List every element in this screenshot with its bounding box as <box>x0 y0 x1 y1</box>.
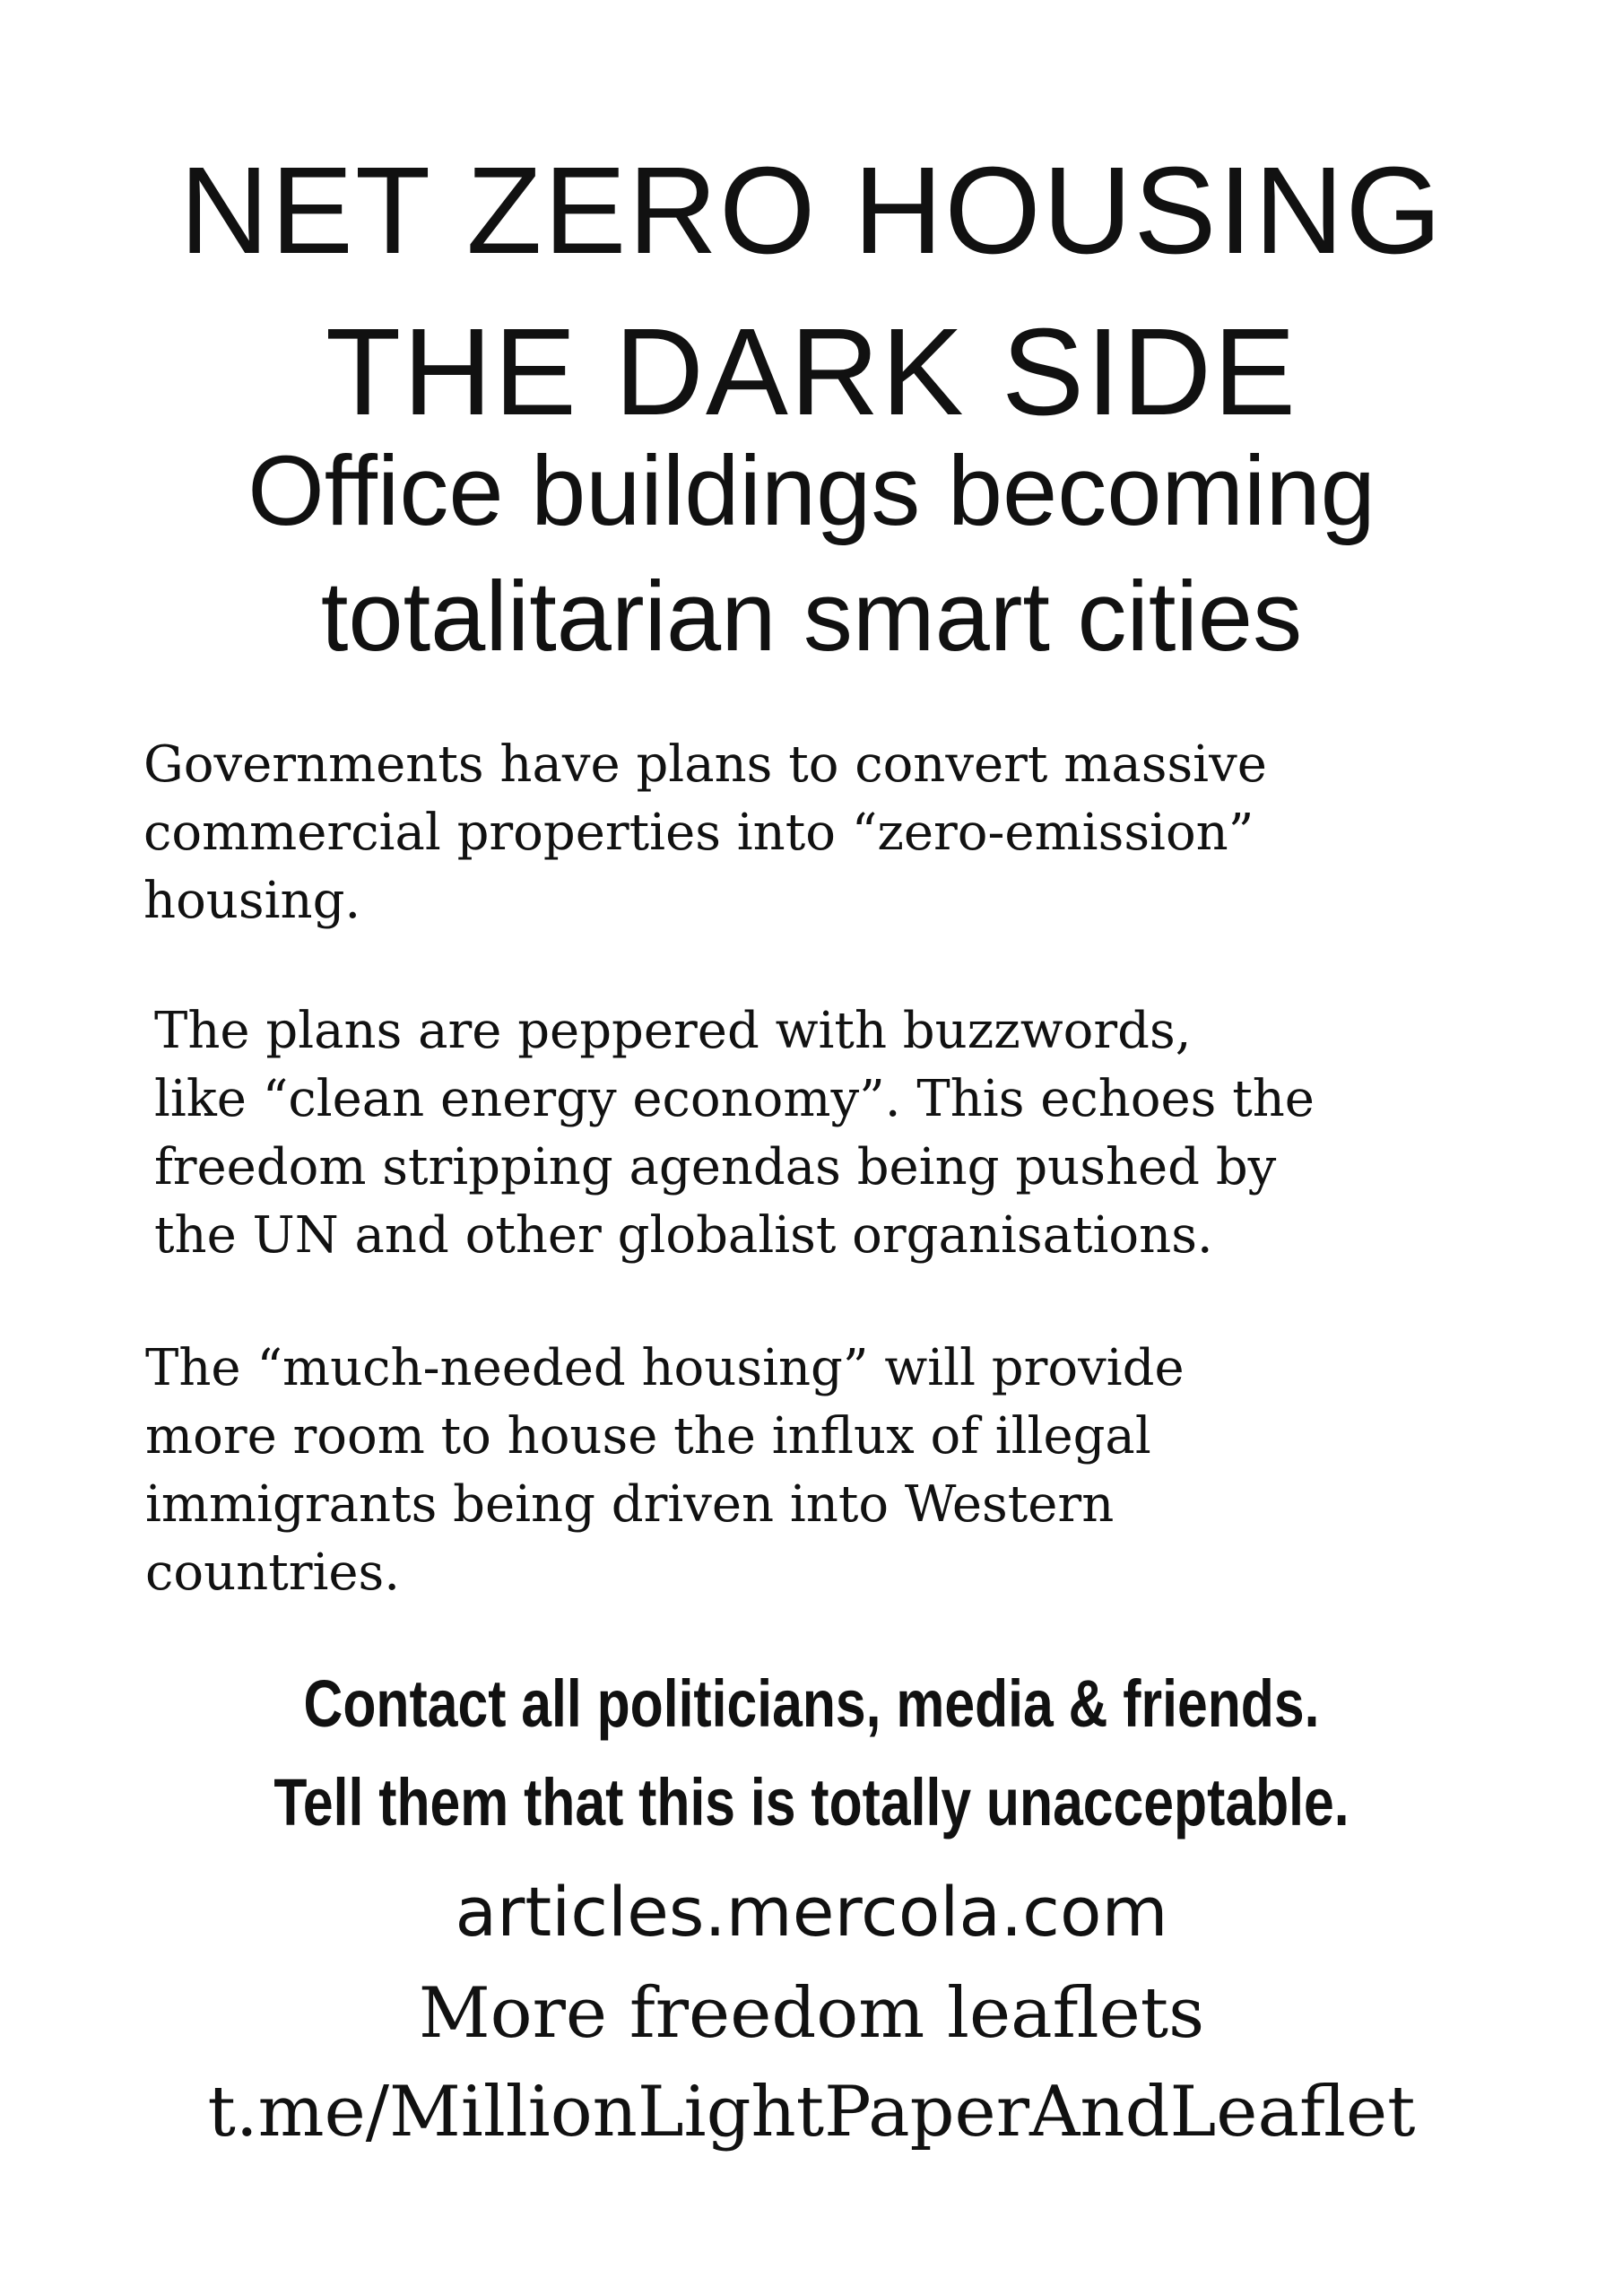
headline-line-2: THE DARK SIDE <box>325 303 1298 441</box>
paragraph-housing <box>145 1335 1185 1607</box>
paragraph-line: immigrants being driven into Western <box>145 1475 1115 1534</box>
more-leaflets-label: More freedom leaflets <box>418 1973 1205 2054</box>
subheadline-line-1: Office buildings becoming <box>247 436 1376 546</box>
call-to-action-line-1: Contact all politicians, media & friends. <box>303 1666 1320 1741</box>
paragraph-line: commercial properties into “zero-emission” <box>143 804 1254 862</box>
paragraph-buzzwords <box>154 997 1315 1270</box>
headline-line-1: NET ZERO HOUSING <box>179 142 1444 280</box>
paragraph-line: freedom stripping agendas being pushed by <box>154 1138 1277 1196</box>
paragraph-line: more room to house the influx of illegal <box>145 1407 1151 1465</box>
paragraph-line: Governments have plans to convert massive <box>143 735 1267 794</box>
paragraph-line: the UN and other globalist organisations. <box>154 1206 1213 1265</box>
paragraph-line: The “much-needed housing” will provide <box>145 1339 1185 1397</box>
paragraph-line: like “clean energy economy”. This echoes the <box>154 1070 1315 1128</box>
paragraph-governments <box>143 731 1267 935</box>
paragraph-line: countries. <box>145 1544 401 1602</box>
paragraph-line: The plans are peppered with buzzwords, <box>154 1002 1192 1060</box>
more-leaflets-link: t.me/MillionLightPaperAndLeaflet <box>207 2072 1416 2152</box>
subheadline-line-2: totalitarian smart cities <box>320 561 1303 672</box>
paragraph-line: housing. <box>143 872 361 930</box>
call-to-action-line-2: Tell them that this is totally unacceptable. <box>273 1765 1350 1839</box>
source-url: articles.mercola.com <box>455 1872 1168 1952</box>
